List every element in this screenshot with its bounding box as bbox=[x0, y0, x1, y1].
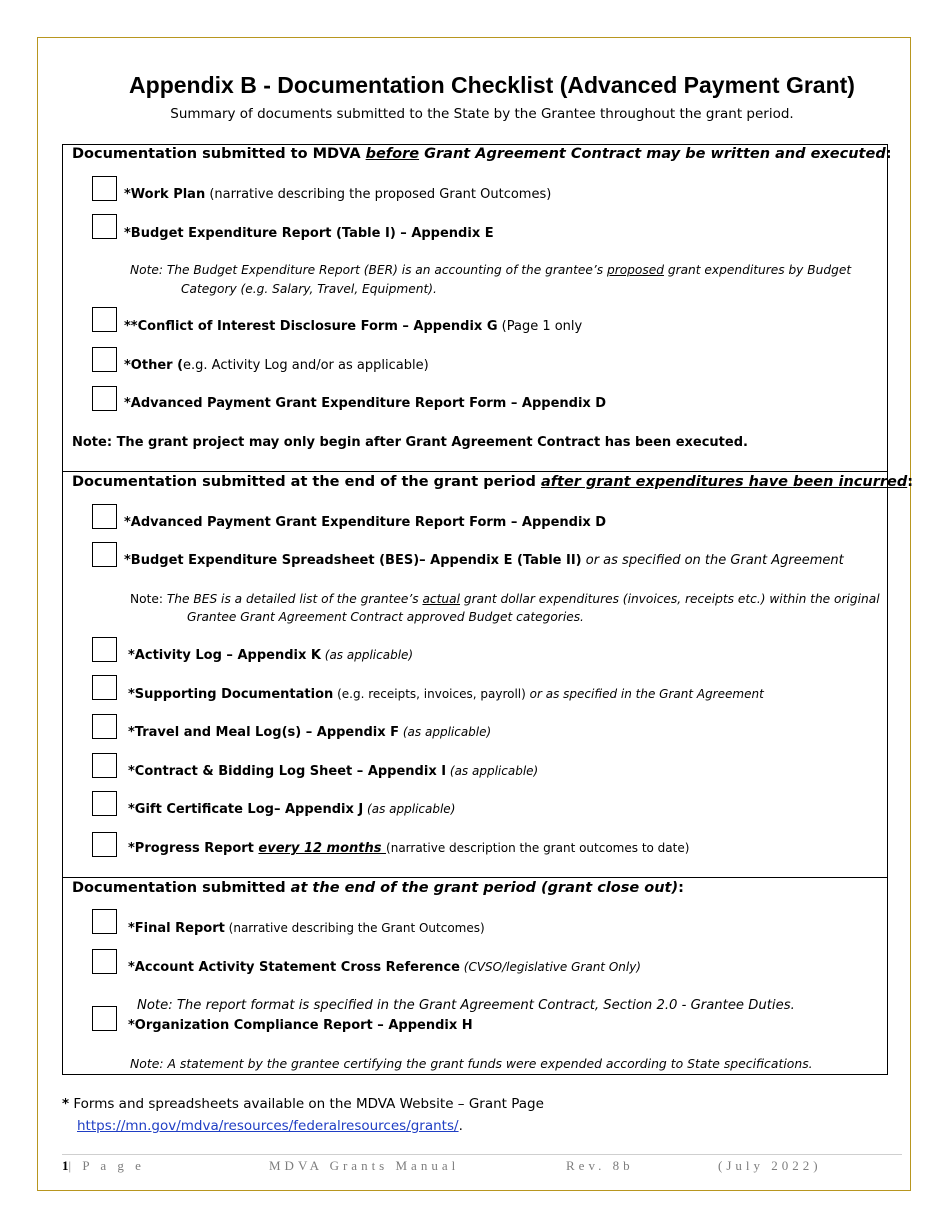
item-budget-expenditure-report: *Budget Expenditure Report (Table I) – Appendix E bbox=[124, 226, 494, 241]
checkbox-contract-bidding-log[interactable] bbox=[92, 753, 117, 778]
item-account-activity-statement: *Account Activity Statement Cross Reference (CVSO/legislative Grant Only) bbox=[128, 960, 641, 975]
checkbox-final-report[interactable] bbox=[92, 909, 117, 934]
footer-revision: Rev. 8b bbox=[566, 1158, 634, 1173]
footer-manual: MDVA Grants Manual bbox=[269, 1158, 460, 1173]
report-format-note: Note: The report format is specified in the Grant Agreement Contract, Section 2.0 - Grantee Duties. bbox=[137, 998, 795, 1013]
checkbox-advanced-payment-report-1[interactable] bbox=[92, 386, 117, 411]
item-other: *Other (e.g. Activity Log and/or as applicable) bbox=[124, 358, 429, 373]
item-work-plan: *Work Plan (narrative describing the proposed Grant Outcomes) bbox=[124, 187, 552, 202]
item-budget-expenditure-spreadsheet: *Budget Expenditure Spreadsheet (BES)– Appendix E (Table II) or as specified on the Grant Agreement bbox=[124, 553, 844, 568]
checkbox-activity-log[interactable] bbox=[92, 637, 117, 662]
checkbox-conflict-of-interest[interactable] bbox=[92, 307, 117, 332]
item-activity-log: *Activity Log – Appendix K (as applicable) bbox=[128, 648, 414, 663]
checkbox-supporting-documentation[interactable] bbox=[92, 675, 117, 700]
bes-note-line1: Note: The BES is a detailed list of the grantee’s actual grant dollar expenditures (invoices, receipts etc.) within the original bbox=[130, 592, 880, 606]
ber-note-line1: Note: The Budget Expenditure Report (BER) is an accounting of the grantee’s proposed grant expenditures by Budget bbox=[130, 263, 852, 277]
page-subtitle: Summary of documents submitted to the State by the Grantee throughout the grant period. bbox=[170, 106, 794, 122]
checkbox-work-plan[interactable] bbox=[92, 176, 117, 201]
checkbox-gift-certificate-log[interactable] bbox=[92, 791, 117, 816]
footnote-link-line: https://mn.gov/mdva/resources/federalresources/grants/. bbox=[77, 1118, 463, 1134]
statement-note: Note: A statement by the grantee certifying the grant funds were expended according to State specifications. bbox=[130, 1056, 813, 1071]
checkbox-budget-expenditure-spreadsheet[interactable] bbox=[92, 542, 117, 567]
checkbox-organization-compliance[interactable] bbox=[92, 1006, 117, 1031]
item-progress-report: *Progress Report every 12 months (narrative description the grant outcomes to date) bbox=[128, 841, 690, 856]
checkbox-account-activity-statement[interactable] bbox=[92, 949, 117, 974]
checkbox-budget-expenditure-report[interactable] bbox=[92, 214, 117, 239]
item-gift-certificate-log: *Gift Certificate Log– Appendix J (as applicable) bbox=[128, 802, 456, 817]
checkbox-travel-meal-log[interactable] bbox=[92, 714, 117, 739]
item-advanced-payment-report-1: *Advanced Payment Grant Expenditure Report Form – Appendix D bbox=[124, 396, 607, 411]
footer-page: 1| P a g e bbox=[62, 1158, 145, 1173]
bes-note-line2: Grantee Grant Agreement Contract approved Budget categories. bbox=[187, 610, 584, 624]
footer-date: (July 2022) bbox=[718, 1158, 822, 1173]
item-organization-compliance: *Organization Compliance Report – Appendix H bbox=[128, 1018, 473, 1033]
footer-rule bbox=[62, 1154, 902, 1155]
item-advanced-payment-report-2: *Advanced Payment Grant Expenditure Report Form – Appendix D bbox=[124, 515, 607, 530]
checkbox-progress-report[interactable] bbox=[92, 832, 117, 857]
project-begin-note: Note: The grant project may only begin after Grant Agreement Contract has been executed. bbox=[72, 435, 748, 450]
item-supporting-documentation: *Supporting Documentation (e.g. receipts, invoices, payroll) or as specified in the Grant Agreement bbox=[128, 687, 764, 702]
page-title: Appendix B - Documentation Checklist (Advanced Payment Grant) bbox=[129, 72, 855, 98]
checkbox-advanced-payment-report-2[interactable] bbox=[92, 504, 117, 529]
item-conflict-of-interest: **Conflict of Interest Disclosure Form – Appendix G (Page 1 only bbox=[124, 319, 583, 334]
item-contract-bidding-log: *Contract & Bidding Log Sheet – Appendix I (as applicable) bbox=[128, 764, 539, 779]
section-divider-1 bbox=[62, 471, 888, 472]
section3-heading: Documentation submitted at the end of the grant period (grant close out): bbox=[72, 880, 684, 896]
checkbox-other[interactable] bbox=[92, 347, 117, 372]
section2-heading: Documentation submitted at the end of the grant period after grant expenditures have been incurred: bbox=[72, 474, 914, 490]
grants-page-link[interactable]: https://mn.gov/mdva/resources/federalresources/grants/ bbox=[77, 1118, 459, 1134]
item-final-report: *Final Report (narrative describing the Grant Outcomes) bbox=[128, 921, 485, 936]
ber-note-line2: Category (e.g. Salary, Travel, Equipment). bbox=[181, 282, 437, 296]
section-divider-2 bbox=[62, 877, 888, 878]
section1-heading: Documentation submitted to MDVA before Grant Agreement Contract may be written and executed: bbox=[72, 146, 892, 162]
footnote: * Forms and spreadsheets available on the MDVA Website – Grant Page bbox=[62, 1096, 544, 1112]
item-travel-meal-log: *Travel and Meal Log(s) – Appendix F (as applicable) bbox=[128, 725, 492, 740]
